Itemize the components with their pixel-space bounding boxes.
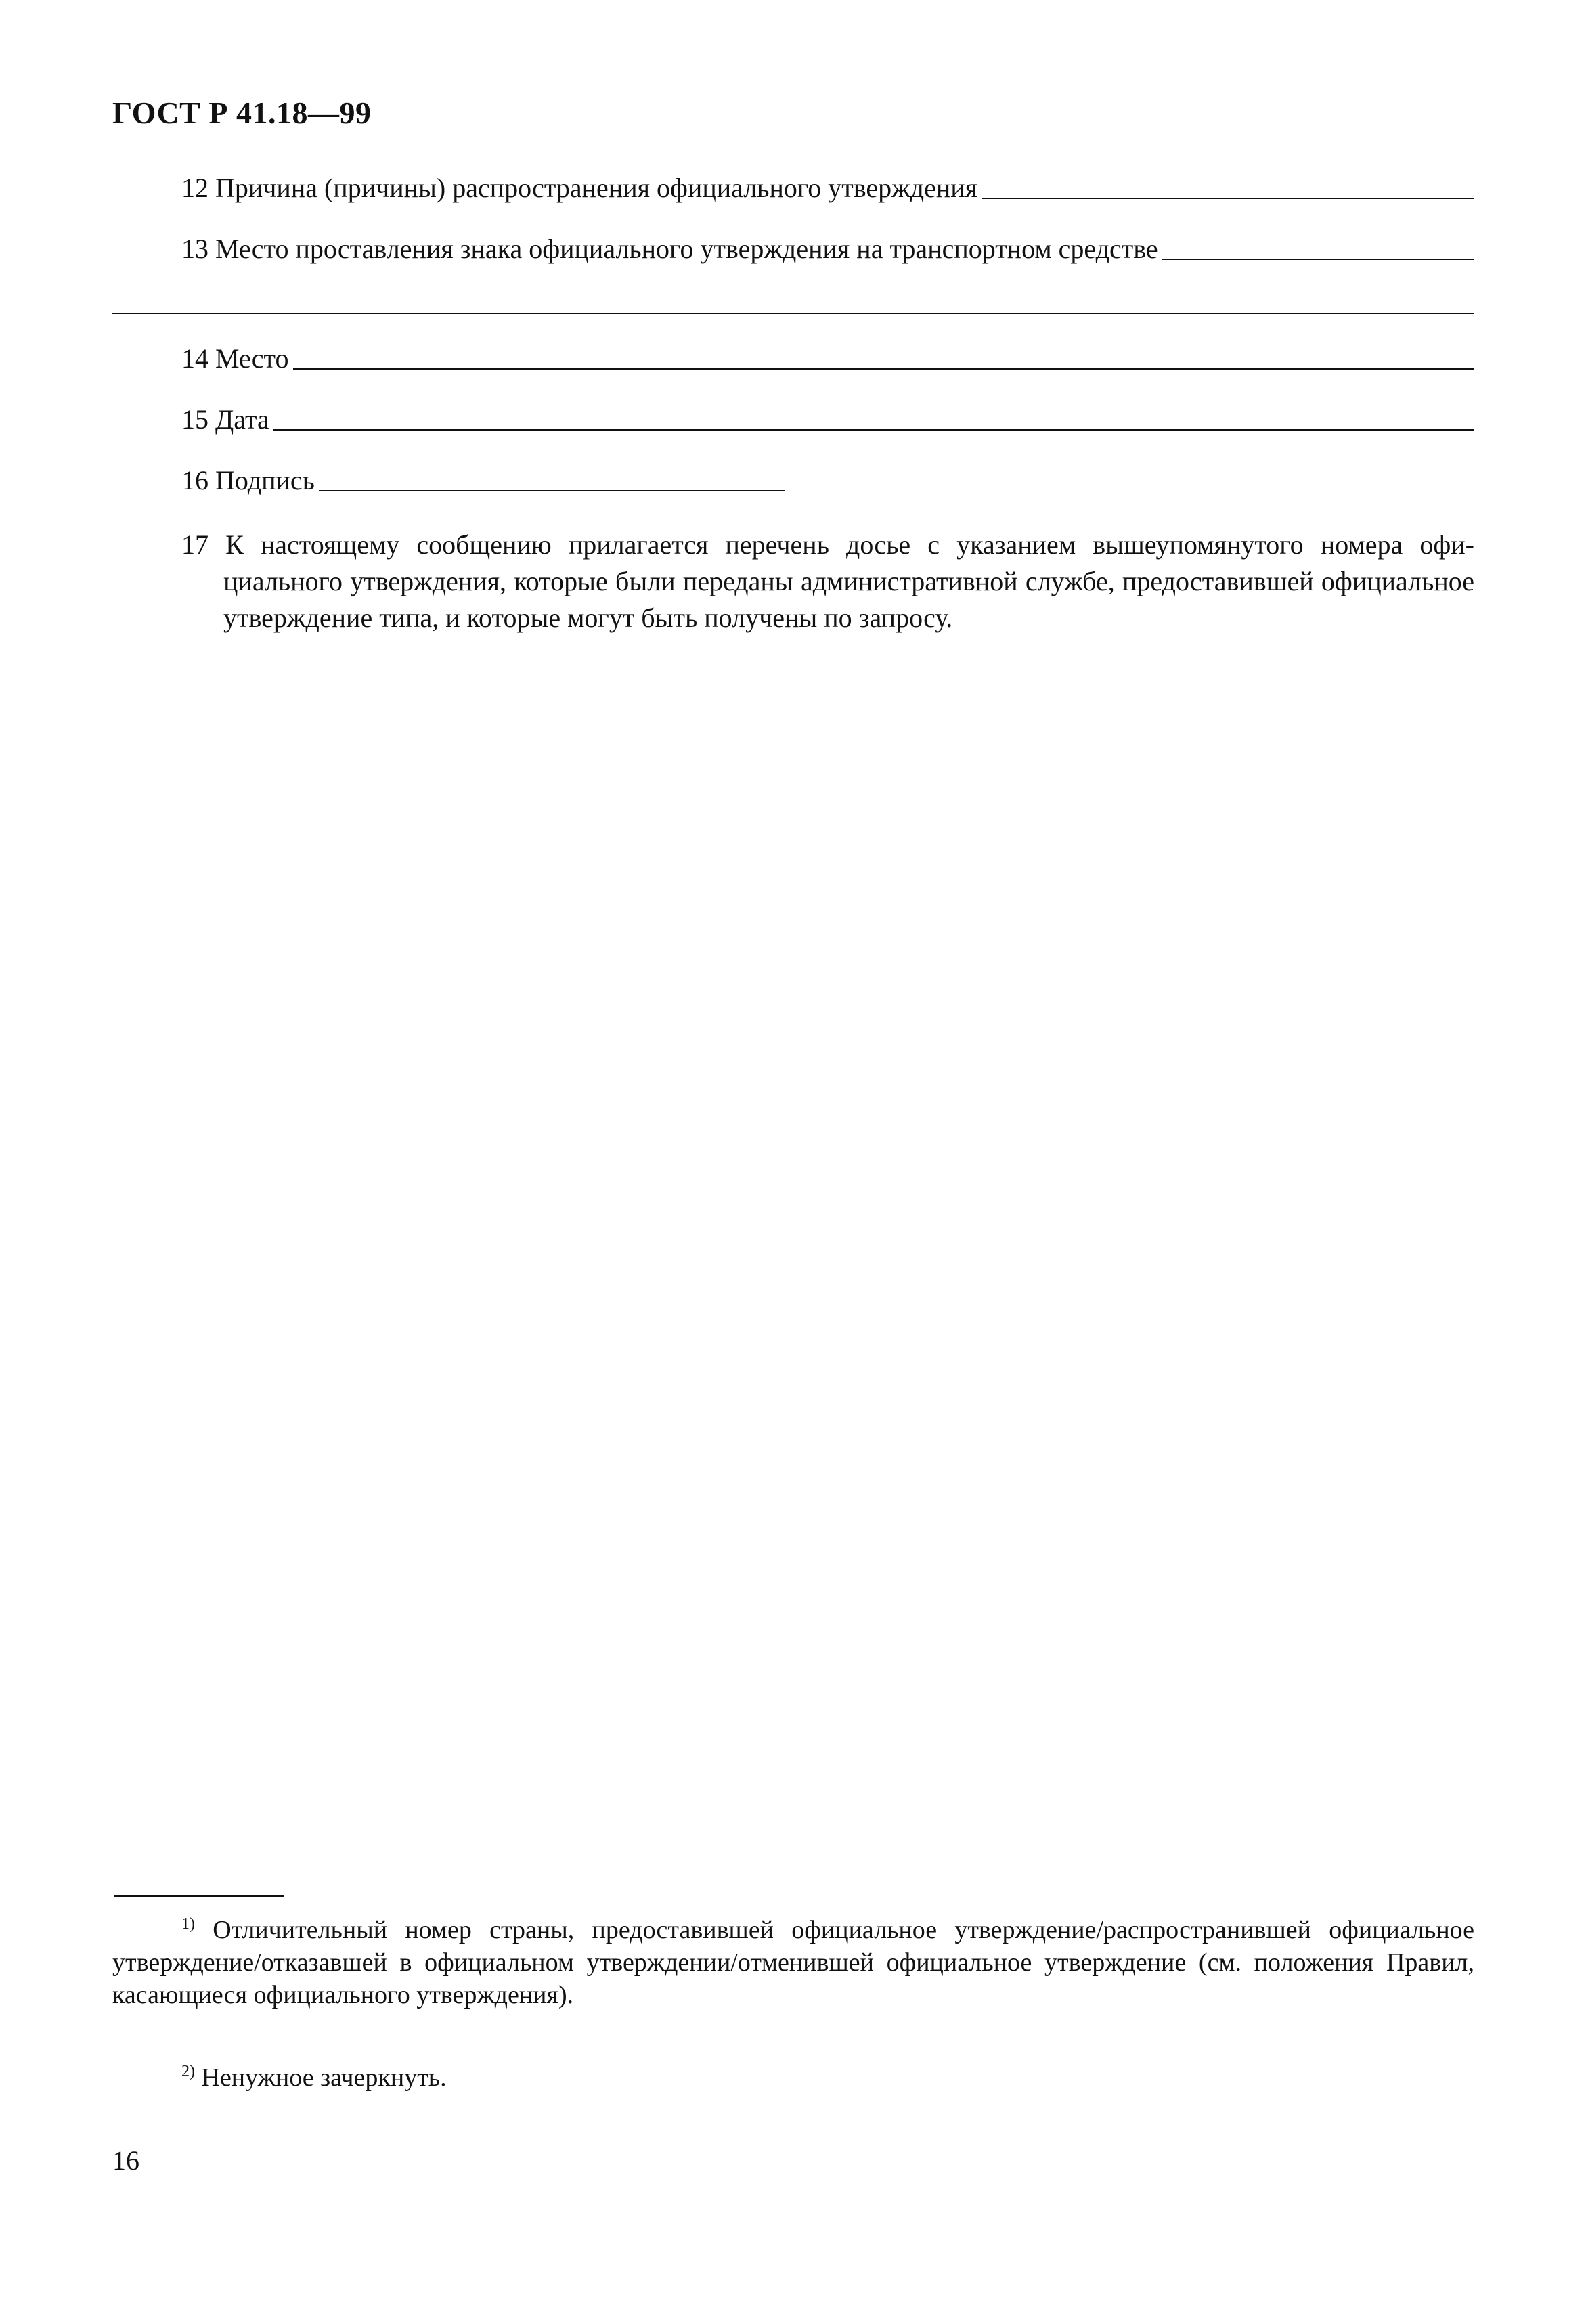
- field-16-signature: [181, 464, 785, 497]
- field-15-label: 15 Дата: [181, 404, 269, 435]
- field-12-reason: [181, 172, 1474, 204]
- footnote-2-text: Ненужное зачеркнуть.: [201, 2063, 447, 2092]
- field-12-blank[interactable]: [982, 175, 1474, 199]
- field-13-continuation-line[interactable]: [112, 313, 1474, 314]
- field-13-label: 13 Место проставления знака официального утверждения на транспортном средстве: [181, 234, 1158, 264]
- field-15-date: [181, 403, 1474, 436]
- document-code: ГОСТ Р 41.18—99: [112, 95, 372, 130]
- field-13-mark-location: [181, 233, 1474, 265]
- field-16-blank[interactable]: [319, 467, 785, 491]
- page-number: 16: [112, 2145, 139, 2176]
- footnote-1-text: Отличительный номер страны, предоставившей официальное утверждение/распространившей официальное утверждение/отказавшей в официальном утверждении/отменившей официальное утверждение (см. положения Правил, касающиеся официального утверждения).: [112, 1916, 1475, 2009]
- item-17-first-line: 17 К настоящему сообщению прилагается перечень досье с указанием вышеупомянутого номера офи-: [181, 529, 1474, 560]
- field-16-label: 16 Подпись: [181, 465, 315, 496]
- field-12-label: 12 Причина (причины) распространения официального утверждения: [181, 173, 978, 203]
- footnote-separator: [114, 1895, 284, 1897]
- footnote-2-mark: 2): [181, 2063, 195, 2080]
- footnote-1-mark: 1): [181, 1915, 195, 1933]
- field-13-blank[interactable]: [1162, 236, 1474, 260]
- field-14-label: 14 Место: [181, 343, 289, 374]
- field-15-blank[interactable]: [273, 406, 1474, 431]
- footnote-2: [181, 2055, 447, 2094]
- item-17-paragraph: [181, 527, 1474, 636]
- item-17-continuation: циального утверждения, которые были переданы административной службе, предоставившей официальное утверждение типа, и которые могут быть получены по запросу.: [223, 566, 1474, 633]
- footnote-1: [112, 1908, 1474, 2011]
- field-14-place: [181, 343, 1474, 375]
- field-14-blank[interactable]: [293, 345, 1475, 370]
